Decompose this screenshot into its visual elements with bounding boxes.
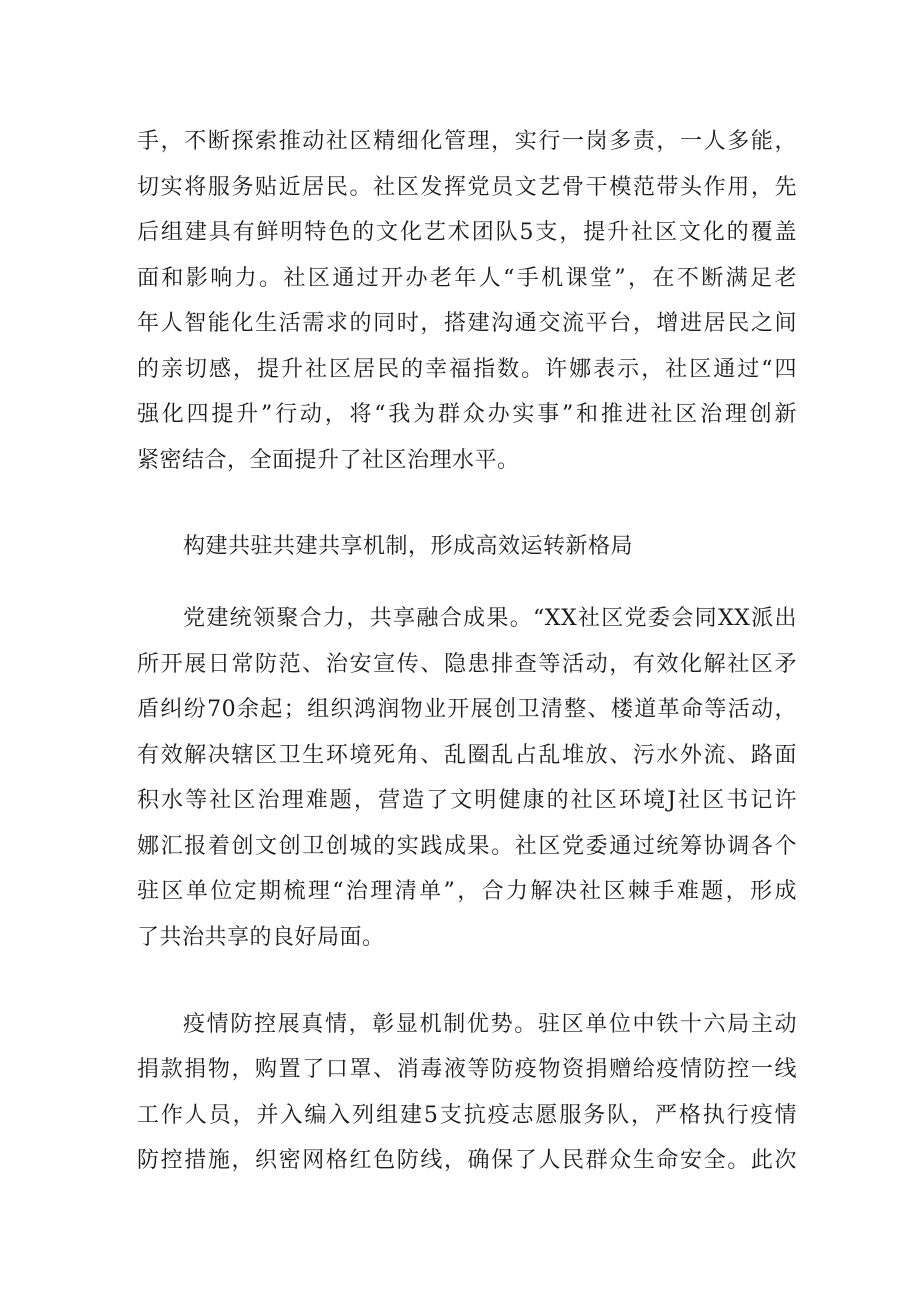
paragraph-2-line-3: 盾纠纷70余起；组织鸿润物业开展创卫清整、楼道革命等活动，	[137, 697, 797, 722]
paragraph-2-line-1: 党建统领聚合力，共享融合成果。“XX社区党委会同XX派出	[183, 606, 797, 631]
paragraph-1-line-5: 年人智能化生活需求的同时，搭建沟通交流平台，增进居民之间	[137, 311, 797, 336]
paragraph-2-line-2: 所开展日常防范、治安宣传、隐患排查等活动，有效化解社区矛	[137, 652, 797, 677]
paragraph-2-line-5: 积水等社区治理难题，营造了文明健康的社区环境J社区书记许	[137, 788, 797, 813]
paragraph-3-line-2: 捐款捐物，购置了口罩、消毒液等防疫物资捐赠给疫情防控一线	[137, 1057, 797, 1082]
paragraph-1-line-4: 面和影响力。社区通过开办老年人“手机课堂”，在不断满足老	[137, 266, 797, 291]
paragraph-1-line-7: 强化四提升”行动，将“我为群众办实事”和推进社区治理创新	[137, 402, 797, 427]
paragraph-3-line-3: 工作人员，并入编入列组建5支抗疫志愿服务队，严格执行疫情	[137, 1103, 797, 1128]
paragraph-2-line-6: 娜汇报着创文创卫创城的实践成果。社区党委通过统筹协调各个	[137, 834, 797, 859]
paragraph-1-line-8: 紧密结合，全面提升了社区治理水平。	[137, 448, 520, 473]
paragraph-2-line-4: 有效解决辖区卫生环境死角、乱圈乱占乱堆放、污水外流、路面	[137, 743, 797, 768]
paragraph-2-line-8: 了共治共享的良好局面。	[137, 925, 385, 950]
paragraph-1-line-2: 切实将服务贴近居民。社区发挥党员文艺骨干模范带头作用，先	[137, 175, 797, 200]
paragraph-2-line-7: 驻区单位定期梳理“治理清单”，合力解决社区棘手难题，形成	[137, 879, 797, 904]
paragraph-3-line-4: 防控措施，织密网格红色防线，确保了人民群众生命安全。此次	[137, 1148, 797, 1173]
paragraph-3-line-1: 疫情防控展真情，彰显机制优势。驻区单位中铁十六局主动	[183, 1012, 797, 1037]
paragraph-1-line-6: 的亲切感，提升社区居民的幸福指数。许娜表示，社区通过“四	[137, 357, 797, 382]
section-heading: 构建共驻共建共享机制，形成高效运转新格局	[183, 534, 634, 559]
paragraph-1-line-3: 后组建具有鲜明特色的文化艺术团队5支，提升社区文化的覆盖	[137, 220, 797, 245]
paragraph-1-line-1: 手，不断探索推动社区精细化管理，实行一岗多责，一人多能，	[137, 129, 797, 154]
